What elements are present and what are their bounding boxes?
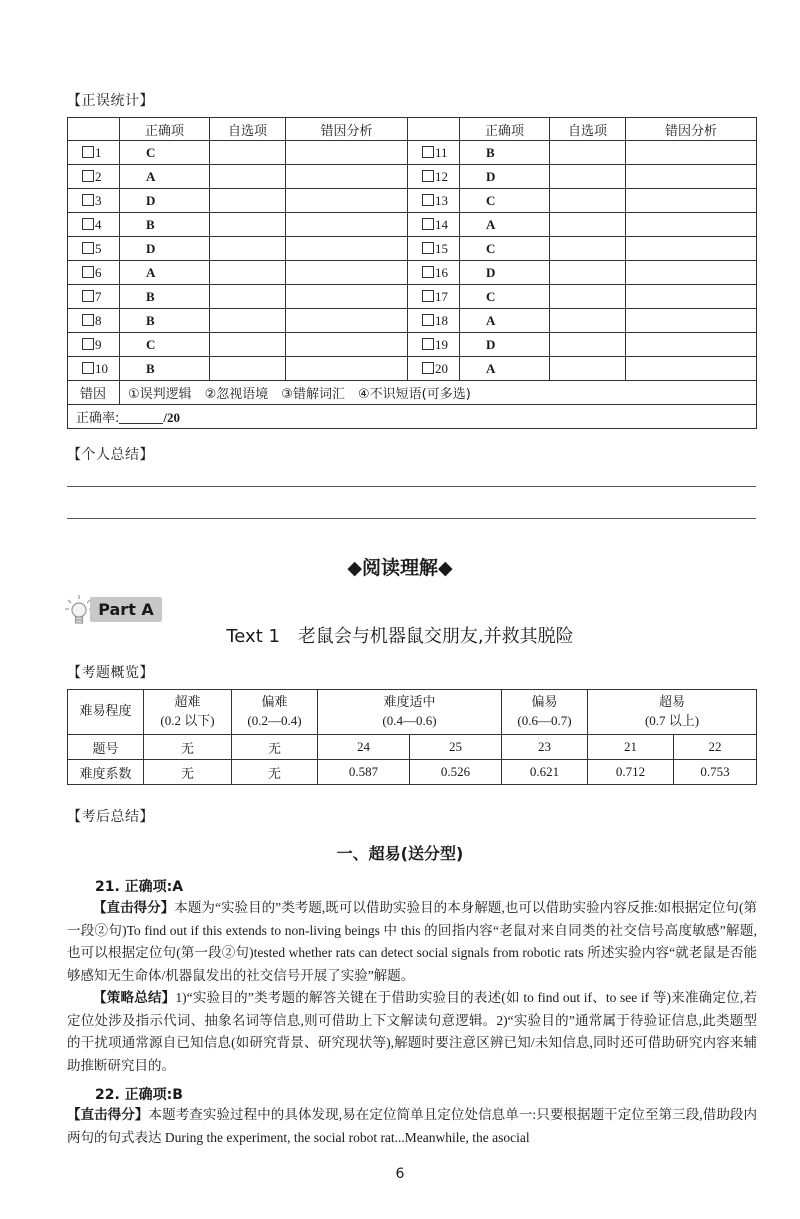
score-header-cell: 自选项 — [210, 118, 286, 141]
post-summary-label: 【考后总结】 — [67, 809, 154, 825]
part-label: Part A — [98, 600, 154, 619]
checkbox[interactable] — [82, 194, 94, 206]
checkbox[interactable] — [422, 362, 434, 374]
checkbox[interactable] — [82, 266, 94, 278]
question-number: 22 — [674, 735, 757, 760]
right-self-choice[interactable] — [550, 357, 626, 381]
score-row — [68, 237, 757, 261]
q22-direct-body: 本题考查实验过程中的具体发现,易在定位简单且定位处信息单一:只要根据题干定位至第三段,借助段内两句的句式表达 During the experiment, the social robot rat...Meanwhile, the asocial — [67, 1107, 758, 1145]
left-error-analysis[interactable] — [286, 357, 408, 381]
row-header: 难易程度 — [68, 690, 144, 735]
left-question-cell[interactable]: 1 — [68, 141, 120, 165]
coefficient-row — [68, 760, 757, 785]
checkbox[interactable] — [82, 362, 94, 374]
right-question-cell[interactable]: 16 — [408, 261, 460, 285]
checkbox[interactable] — [422, 314, 434, 326]
left-question-cell[interactable]: 7 — [68, 285, 120, 309]
right-self-choice[interactable] — [550, 261, 626, 285]
q21-strategy-body: 1)“实验目的”类考题的解答关键在于借助实验目的表述(如 to find out if、to see if 等)来准确定位,若定位处涉及指示代词、抽象名词等信息,则可借助上下文解读句意逻辑。2)“实验目的”通常属于待验证信息,此类题型的干扰项通常源自已知信息(如研究背景、研究现状等),解题时要注意区辨已知/未知信息,同时还可借助研究内容来辅助推断研究目的。 — [67, 990, 758, 1073]
error-cause-row — [68, 381, 757, 405]
q22-tag-direct: 【直击得分】 — [67, 1107, 149, 1123]
checkbox[interactable] — [422, 170, 434, 182]
checkbox[interactable] — [422, 194, 434, 206]
part-badge — [90, 597, 162, 622]
left-error-analysis[interactable] — [286, 213, 408, 237]
left-answer: D — [120, 189, 210, 213]
left-error-analysis[interactable] — [286, 309, 408, 333]
personal-summary-label: 【个人总结】 — [67, 447, 154, 463]
score-stats-label: 【正误统计】 — [67, 93, 154, 109]
q22-direct-score — [67, 1104, 757, 1149]
right-error-analysis[interactable] — [626, 261, 757, 285]
left-self-choice[interactable] — [210, 165, 286, 189]
left-question-cell[interactable]: 8 — [68, 309, 120, 333]
difficulty-coefficient: 无 — [232, 760, 318, 785]
checkbox[interactable] — [82, 242, 94, 254]
right-answer: D — [460, 333, 550, 357]
right-error-analysis[interactable] — [626, 285, 757, 309]
accuracy-row — [68, 405, 757, 429]
left-answer: C — [120, 141, 210, 165]
left-question-cell[interactable]: 10 — [68, 357, 120, 381]
difficulty-group: 偏易 (0.6—0.7) — [502, 690, 588, 735]
checkbox[interactable] — [82, 314, 94, 326]
right-self-choice[interactable] — [550, 189, 626, 213]
left-answer: C — [120, 333, 210, 357]
score-header-cell: 正确项 — [120, 118, 210, 141]
right-answer: C — [460, 285, 550, 309]
right-error-analysis[interactable] — [626, 357, 757, 381]
q21-tag-direct: 【直击得分】 — [93, 900, 175, 916]
score-row — [68, 333, 757, 357]
left-question-cell[interactable]: 2 — [68, 165, 120, 189]
right-error-analysis[interactable] — [626, 237, 757, 261]
score-stats-table — [67, 117, 757, 429]
difficulty-group: 偏难 (0.2—0.4) — [232, 690, 318, 735]
score-row — [68, 189, 757, 213]
checkbox[interactable] — [422, 146, 434, 158]
left-question-cell[interactable]: 3 — [68, 189, 120, 213]
left-error-analysis[interactable] — [286, 189, 408, 213]
question-number: 无 — [232, 735, 318, 760]
left-question-cell[interactable]: 5 — [68, 237, 120, 261]
checkbox[interactable] — [82, 290, 94, 302]
difficulty-group: 超易 (0.7 以上) — [588, 690, 757, 735]
question-number: 25 — [410, 735, 502, 760]
left-error-analysis[interactable] — [286, 261, 408, 285]
right-question-cell[interactable]: 13 — [408, 189, 460, 213]
difficulty-level-row — [68, 690, 757, 735]
score-row — [68, 141, 757, 165]
left-self-choice[interactable] — [210, 261, 286, 285]
score-row — [68, 261, 757, 285]
accuracy-blank[interactable] — [119, 423, 163, 424]
score-header-cell: 错因分析 — [626, 118, 757, 141]
left-self-choice[interactable] — [210, 285, 286, 309]
accuracy-label: 正确率: — [76, 411, 120, 426]
right-error-analysis[interactable] — [626, 333, 757, 357]
q21-strategy — [67, 987, 757, 1077]
difficulty-table — [67, 689, 757, 785]
score-row — [68, 309, 757, 333]
left-error-analysis[interactable] — [286, 141, 408, 165]
summary-line-2 — [67, 518, 756, 519]
question-number: 21 — [588, 735, 674, 760]
summary-line-1 — [67, 486, 756, 487]
right-question-cell[interactable]: 17 — [408, 285, 460, 309]
checkbox[interactable] — [422, 266, 434, 278]
checkbox[interactable] — [82, 218, 94, 230]
right-self-choice[interactable] — [550, 213, 626, 237]
left-question-cell[interactable]: 4 — [68, 213, 120, 237]
right-answer: A — [460, 213, 550, 237]
question-number: 24 — [318, 735, 410, 760]
right-question-cell[interactable]: 19 — [408, 333, 460, 357]
q21-heading: 21. 正确项:A — [95, 879, 184, 895]
right-question-cell[interactable]: 11 — [408, 141, 460, 165]
right-answer: A — [460, 357, 550, 381]
right-error-analysis[interactable] — [626, 189, 757, 213]
left-error-analysis[interactable] — [286, 237, 408, 261]
difficulty-group: 超难 (0.2 以下) — [144, 690, 232, 735]
error-cause-label: 错因 — [68, 381, 120, 405]
left-error-analysis[interactable] — [286, 285, 408, 309]
checkbox[interactable] — [422, 242, 434, 254]
accuracy-cell[interactable] — [68, 405, 757, 429]
right-answer: A — [460, 309, 550, 333]
score-row — [68, 357, 757, 381]
question-number: 23 — [502, 735, 588, 760]
left-question-cell[interactable]: 6 — [68, 261, 120, 285]
right-answer: C — [460, 237, 550, 261]
score-header-cell: 自选项 — [550, 118, 626, 141]
overview-label: 【考题概览】 — [67, 665, 154, 681]
right-question-cell[interactable]: 18 — [408, 309, 460, 333]
score-row — [68, 213, 757, 237]
left-error-analysis[interactable] — [286, 333, 408, 357]
checkbox[interactable] — [82, 338, 94, 350]
text-title: Text 1 老鼠会与机器鼠交朋友,并救其脱险 — [226, 626, 574, 647]
subsection-title: 一、超易(送分型) — [336, 844, 464, 863]
row-header: 难度系数 — [68, 760, 144, 785]
right-self-choice[interactable] — [550, 141, 626, 165]
score-row — [68, 165, 757, 189]
difficulty-coefficient: 0.587 — [318, 760, 410, 785]
page-number: 6 — [395, 1166, 405, 1182]
right-answer: C — [460, 189, 550, 213]
right-question-cell[interactable]: 15 — [408, 237, 460, 261]
question-number: 无 — [144, 735, 232, 760]
checkbox[interactable] — [422, 218, 434, 230]
question-number-row — [68, 735, 757, 760]
accuracy-total: /20 — [163, 410, 181, 425]
q21-direct-body: 本题为“实验目的”类考题,既可以借助实验目的本身解题,也可以借助实验内容反推:如根据定位句(第一段②句)To find out if this extends to non-living beings 中 this 的回指内容“老鼠对来自同类的社交信号高度敏感”解题,也可以根据定位句(第一段②句)tested whether rats can detect social signals from robotic rats 所述实验内容“就老鼠是否能够感知无生命体/机器鼠发出的社交信号开展了实验”解题。 — [67, 900, 758, 983]
right-question-cell[interactable]: 14 — [408, 213, 460, 237]
left-question-cell[interactable]: 9 — [68, 333, 120, 357]
checkbox[interactable] — [82, 146, 94, 158]
section-title: ◆阅读理解◆ — [347, 557, 453, 579]
checkbox[interactable] — [422, 290, 434, 302]
left-answer: B — [120, 213, 210, 237]
right-error-analysis[interactable] — [626, 213, 757, 237]
difficulty-coefficient: 0.753 — [674, 760, 757, 785]
right-self-choice[interactable] — [550, 237, 626, 261]
q21-tag-strategy: 【策略总结】 — [93, 990, 176, 1006]
left-self-choice[interactable] — [210, 357, 286, 381]
right-question-cell[interactable]: 12 — [408, 165, 460, 189]
right-error-analysis[interactable] — [626, 309, 757, 333]
difficulty-coefficient: 0.526 — [410, 760, 502, 785]
difficulty-coefficient: 0.621 — [502, 760, 588, 785]
right-self-choice[interactable] — [550, 309, 626, 333]
left-self-choice[interactable] — [210, 237, 286, 261]
q22-heading: 22. 正确项:B — [95, 1087, 183, 1103]
score-header-cell: 错因分析 — [286, 118, 408, 141]
checkbox[interactable] — [422, 338, 434, 350]
left-error-analysis[interactable] — [286, 165, 408, 189]
difficulty-coefficient: 0.712 — [588, 760, 674, 785]
left-self-choice[interactable] — [210, 333, 286, 357]
right-self-choice[interactable] — [550, 165, 626, 189]
right-answer: D — [460, 165, 550, 189]
right-error-analysis[interactable] — [626, 141, 757, 165]
right-answer: B — [460, 141, 550, 165]
right-self-choice[interactable] — [550, 285, 626, 309]
left-answer: D — [120, 237, 210, 261]
left-answer: B — [120, 357, 210, 381]
checkbox[interactable] — [82, 170, 94, 182]
left-answer: B — [120, 285, 210, 309]
right-answer: D — [460, 261, 550, 285]
difficulty-group: 难度适中 (0.4—0.6) — [318, 690, 502, 735]
score-header-cell: 正确项 — [460, 118, 550, 141]
score-header-row — [68, 118, 757, 141]
left-self-choice[interactable] — [210, 213, 286, 237]
left-self-choice[interactable] — [210, 309, 286, 333]
left-self-choice[interactable] — [210, 189, 286, 213]
error-cause-options[interactable]: ①误判逻辑 ②忽视语境 ③错解词汇 ④不识短语(可多选) — [120, 381, 757, 405]
right-question-cell[interactable]: 20 — [408, 357, 460, 381]
right-self-choice[interactable] — [550, 333, 626, 357]
q21-direct-score — [67, 897, 757, 987]
right-error-analysis[interactable] — [626, 165, 757, 189]
left-self-choice[interactable] — [210, 141, 286, 165]
score-row — [68, 285, 757, 309]
left-answer: A — [120, 261, 210, 285]
row-header: 题号 — [68, 735, 144, 760]
left-answer: B — [120, 309, 210, 333]
left-answer: A — [120, 165, 210, 189]
difficulty-coefficient: 无 — [144, 760, 232, 785]
